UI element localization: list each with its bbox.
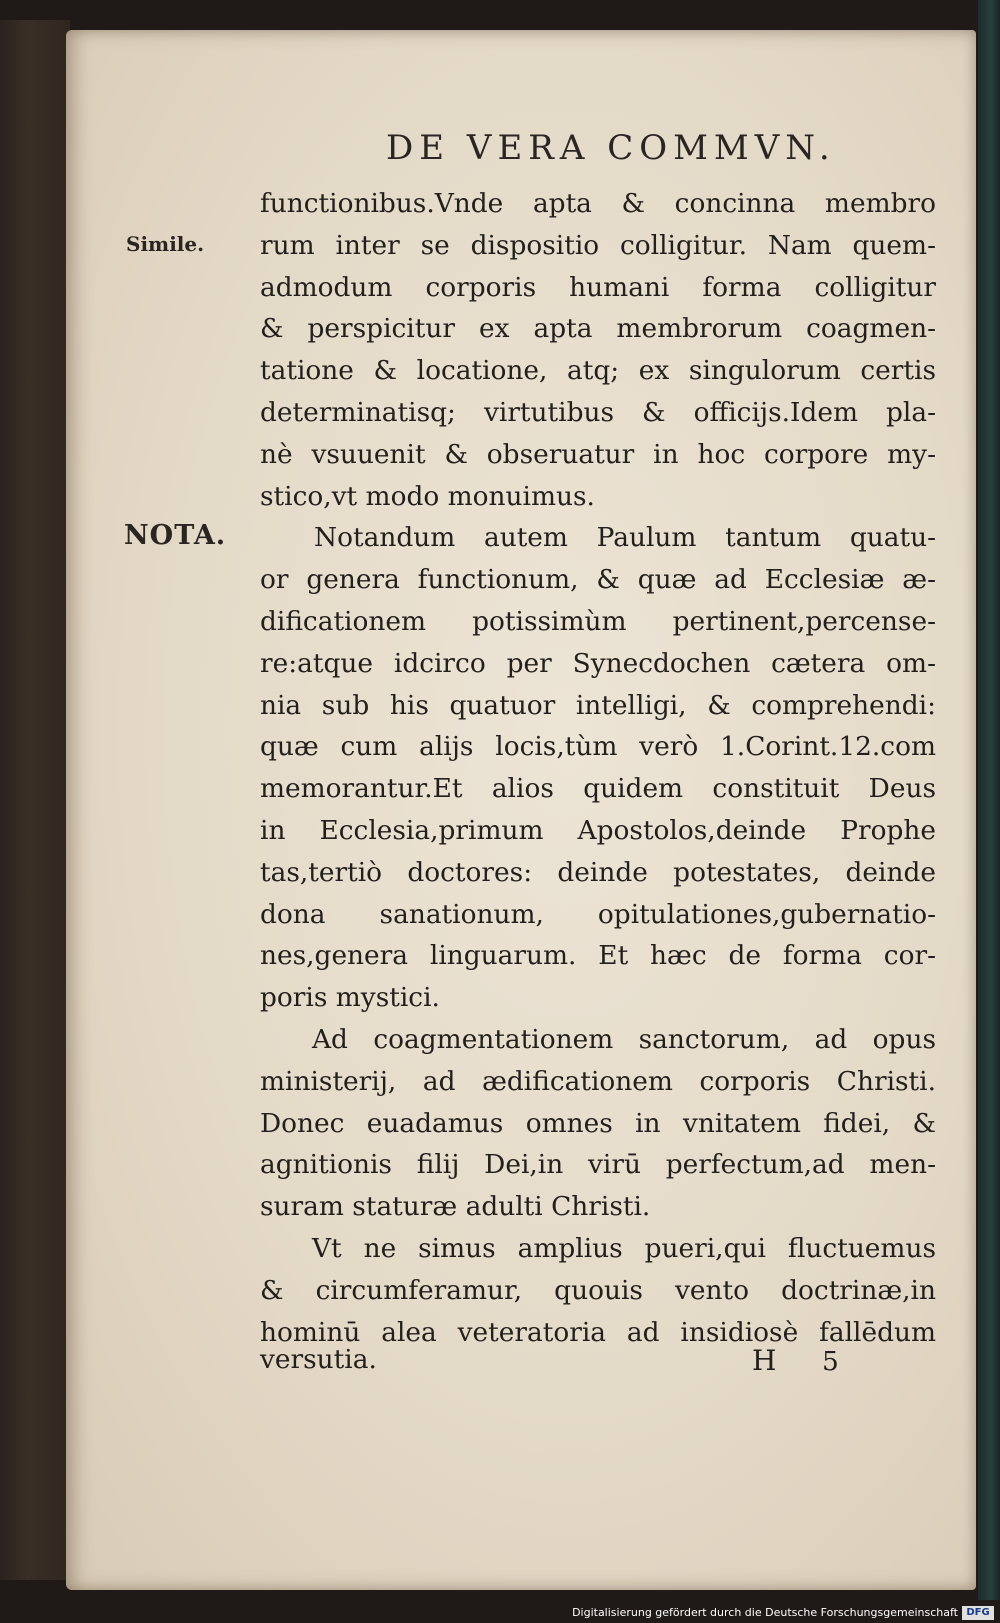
- digitization-credit: Digitalisierung gefördert durch die Deutsche Forschungsgemeinschaft: [572, 1606, 958, 1619]
- text-line: nes,genera linguarum. Et hæc de forma cor-: [260, 940, 936, 972]
- text-line: nè vsuuenit & obseruatur in hoc corpore my-: [260, 438, 936, 470]
- text-line: re:atque idcirco per Synecdochen cætera om-: [260, 647, 936, 679]
- text-line: in Ecclesia,primum Apostolos,deinde Prophe: [260, 814, 936, 846]
- text-line: stico,vt modo monuimus.: [260, 480, 595, 512]
- signature-mark: H: [752, 1344, 777, 1377]
- text-line: functionibus.Vnde apta & concinna membro: [260, 188, 936, 219]
- catchword-line: versutia.: [260, 1344, 377, 1375]
- running-head: DE VERA COMMVN.: [386, 128, 836, 168]
- text-line: admodum corporis humani forma colligitur: [260, 271, 936, 303]
- text-line: Ad coagmentationem sanctorum, ad opus: [312, 1023, 936, 1055]
- text-line: hominū alea veteratoria ad insidiosè fallēdum: [260, 1316, 936, 1348]
- text-line: quæ cum alijs locis,tùm verò 1.Corint.12.com: [260, 731, 936, 763]
- text-line: ministerij, ad ædificationem corporis Christi.: [260, 1065, 936, 1097]
- margin-note-nota: NOTA.: [124, 520, 227, 551]
- text-line: & perspicitur ex apta membrorum coagmen-: [260, 313, 936, 345]
- text-line: poris mystici.: [260, 982, 440, 1014]
- dfg-logo: DFG: [962, 1606, 994, 1620]
- book-cover-left-edge: [0, 20, 70, 1580]
- text-line: memorantur.Et alios quidem constituit Deus: [260, 773, 936, 805]
- text-line: & circumferamur, quouis vento doctrinæ,in: [260, 1274, 936, 1306]
- text-line: Donec euadamus omnes in vnitatem fidei, &: [260, 1107, 936, 1139]
- book-cover-right-edge: [978, 0, 1000, 1600]
- text-line: tas,tertiò doctores: deinde potestates, deinde: [260, 856, 936, 888]
- text-line: determinatisq; virtutibus & officijs.Idem pla-: [260, 396, 936, 428]
- margin-note-simile: Simile.: [126, 232, 205, 256]
- text-line: Notandum autem Paulum tantum quatu-: [314, 522, 936, 554]
- text-line: tatione & locatione, atq; ex singulorum certis: [260, 355, 936, 387]
- text-line: suram staturæ adulti Christi.: [260, 1191, 651, 1223]
- text-line: agnitionis filij Dei,in virū perfectum,ad men-: [260, 1149, 936, 1181]
- text-line: nia sub his quatuor intelligi, & comprehendi:: [260, 689, 936, 721]
- text-line: rum inter se dispositio colligitur. Nam quem-: [260, 229, 936, 261]
- text-line: dificationem potissimùm pertinent,percense-: [260, 605, 936, 637]
- text-line: dona sanationum, opitulationes,gubernatio-: [260, 898, 936, 930]
- text-line: or genera functionum, & quæ ad Ecclesiæ æ-: [260, 564, 936, 596]
- signature-line: [260, 1344, 936, 1386]
- page-number: 5: [822, 1346, 839, 1377]
- text-line: Vt ne simus amplius pueri,qui fluctuemus: [312, 1232, 936, 1264]
- body-text: [260, 183, 936, 1353]
